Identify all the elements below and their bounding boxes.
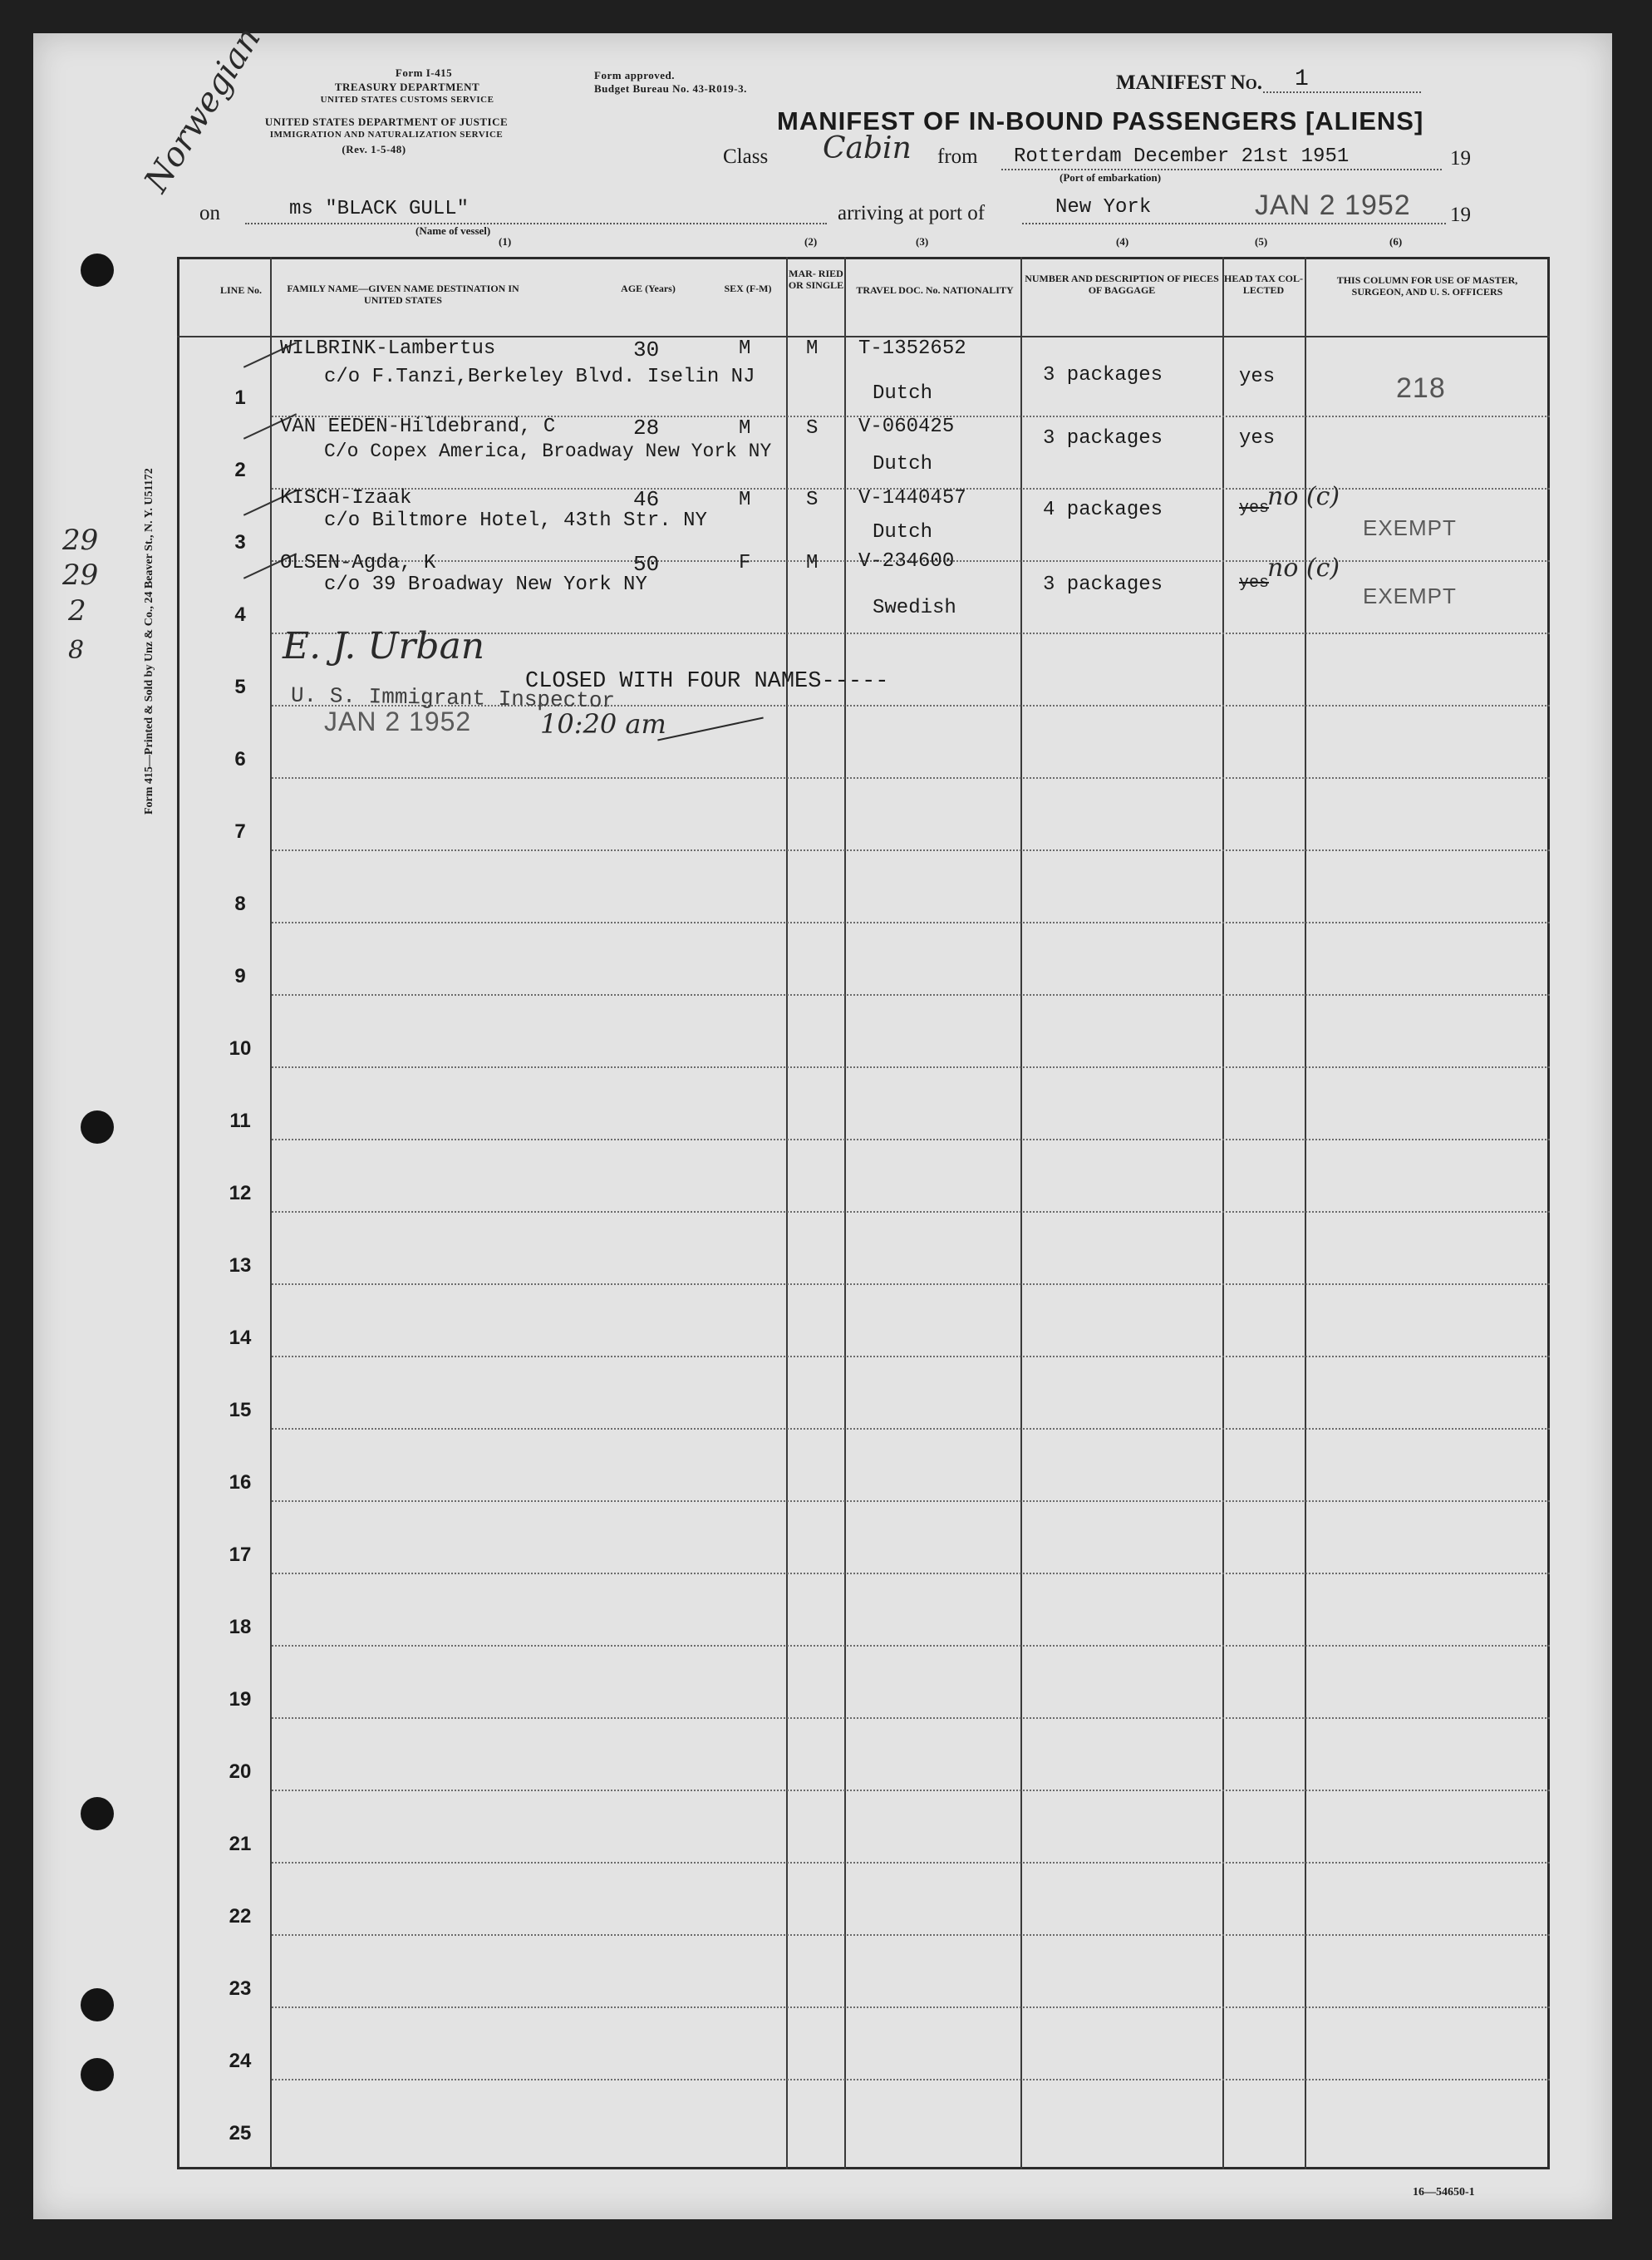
margin-number: 8 [68,636,85,665]
line-number: 22 [229,1905,252,1928]
line-number: 10 [229,1037,252,1060]
punch-hole [81,1110,114,1144]
closed-text: CLOSED WITH FOUR NAMES----- [525,669,889,694]
passenger-sex: F [739,552,751,574]
row-line [272,1066,1550,1068]
exempt-stamp: EXEMPT [1363,583,1457,608]
col-header-baggage: NUMBER AND DESCRIPTION OF PIECES OF BAGGAGE [1025,273,1219,296]
line-number: 5 [234,676,246,698]
passenger-married: M [806,337,819,360]
line-number: 24 [229,2050,252,2072]
passenger-baggage: 4 packages [1043,499,1163,521]
col-num-1: (1) [499,235,512,248]
line-number: 6 [234,748,246,771]
passenger-doc: V-060425 [858,416,955,438]
embarkation-caption: (Port of embarkation) [1060,171,1162,184]
closing-time: 10:20 am [540,708,666,740]
vessel-name: ms "BLACK GULL" [289,198,470,220]
passenger-married: M [806,552,819,574]
line-number: 2 [234,459,246,481]
passenger-sex: M [739,417,751,440]
line-number: 1 [234,387,246,409]
passenger-nationality: Dutch [873,382,933,405]
arrival-port: New York [1055,196,1152,219]
row-line [272,777,1550,779]
line-number: 25 [229,2122,252,2144]
inspector-signature: E. J. Urban [283,625,485,667]
passenger-age: 46 [633,487,660,512]
col-divider-name [786,257,788,2169]
revision: (Rev. 1-5-48) [342,143,406,155]
passenger-doc: V-1440457 [858,487,966,510]
col-header-line: LINE No. [219,284,262,296]
passenger-tax-struck: yes [1239,574,1270,593]
row-line [272,1717,1550,1719]
passenger-baggage: 3 packages [1043,427,1163,450]
line-number: 7 [234,820,246,843]
line-number: 21 [229,1833,252,1855]
col-header-officers: THIS COLUMN FOR USE OF MASTER, SURGEON, AND U. S. OFFICERS [1336,274,1518,298]
passenger-nationality: Swedish [873,597,956,619]
passenger-destination: c/o F.Tanzi,Berkeley Blvd. Iselin NJ [324,366,755,388]
nationality-note: Norwegian [137,20,268,199]
col-header-age: AGE (Years) [621,283,676,294]
manifest-number-label: MANIFEST No. [1116,71,1263,94]
passenger-destination: C/o Copex America, Broadway New York NY [324,441,772,462]
row-line [272,1211,1550,1213]
from-label: from [937,145,978,168]
col-num-6: (6) [1389,235,1403,248]
row-line [272,1356,1550,1357]
closing-date-stamp: JAN 2 1952 [324,707,472,736]
passenger-married: S [806,489,819,511]
col-header-travel: TRAVEL DOC. No. NATIONALITY [856,284,1014,296]
passenger-married: S [806,417,819,440]
line-number: 9 [234,965,246,987]
passenger-tax-handwritten: no (c) [1267,554,1340,583]
passenger-name: KISCH-Izaak [280,487,412,510]
manifest-number-line [1263,91,1421,93]
line-number: 12 [229,1182,252,1204]
line-number: 15 [229,1399,252,1421]
passenger-sex: M [739,489,751,511]
class-value: Cabin [823,131,912,165]
row-line [272,1283,1550,1285]
from-line [1001,169,1442,170]
passenger-age: 30 [633,337,660,362]
line-number: 13 [229,1254,252,1277]
manifest-number: 1 [1295,66,1309,92]
manifest-table [177,257,1550,2169]
officer-stamp: 218 [1396,372,1446,404]
col-num-4: (4) [1116,235,1129,248]
passenger-doc: T-1352652 [858,337,966,360]
line-number: 18 [229,1616,252,1638]
col-header-married: MAR- RIED OR SINGLE [788,268,844,291]
col-header-headtax: HEAD TAX COL- LECTED [1224,273,1303,296]
passenger-destination: c/o Biltmore Hotel, 43th Str. NY [324,510,707,532]
line-number: 17 [229,1544,252,1566]
margin-number: 29 [62,524,99,557]
row-line [272,1934,1550,1936]
line-number: 8 [234,893,246,915]
passenger-tax-handwritten: no (c) [1267,482,1340,511]
inspector-title: U. S. Immigrant Inspector [290,682,616,714]
punch-hole [81,1988,114,2021]
col-num-3: (3) [916,235,929,248]
passenger-age: 50 [633,552,660,577]
form-number: Form I-415 [395,66,453,79]
ins-service: IMMIGRATION AND NATURALIZATION SERVICE [269,130,504,140]
punch-hole [81,2058,114,2091]
port-line [1022,223,1446,224]
vessel-caption: (Name of vessel) [415,224,491,237]
arrival-date-stamp: JAN 2 1952 [1255,190,1411,221]
line-number: 23 [229,1977,252,2000]
justice-dept: UNITED STATES DEPARTMENT OF JUSTICE [264,116,509,128]
passenger-baggage: 3 packages [1043,364,1163,387]
col-divider-travel [1020,257,1022,2169]
year-suffix-2: 19 [1450,204,1471,226]
col-header-sex: SEX (F-M) [724,283,772,294]
row-line [272,1573,1550,1574]
col-header-name: FAMILY NAME—GIVEN NAME DESTINATION IN UNITED STATES [287,283,519,306]
passenger-name: VAN EEDEN-Hildebrand, C [280,416,556,438]
passenger-destination: c/o 39 Broadway New York NY [324,574,647,596]
passenger-sex: M [739,337,751,360]
line-number: 19 [229,1688,252,1711]
passenger-tax: yes [1239,427,1276,450]
col-divider-tax [1305,257,1306,2169]
row-line [272,1790,1550,1791]
customs-service: UNITED STATES CUSTOMS SERVICE [320,95,494,105]
col-num-5: (5) [1255,235,1268,248]
arriving-label: arriving at port of [838,202,986,224]
passenger-name: OLSEN-Agda, K [280,552,436,574]
row-line [272,1428,1550,1430]
line-number: 14 [229,1327,252,1349]
passenger-nationality: Dutch [873,453,933,475]
class-label: Class [723,145,769,168]
row-line [272,1645,1550,1647]
line-number: 3 [234,531,246,554]
row-line [272,2006,1550,2008]
col-num-2: (2) [804,235,818,248]
passenger-age: 28 [633,416,660,441]
punch-hole [81,254,114,287]
year-suffix: 19 [1450,147,1471,170]
row-line [272,2079,1550,2080]
passenger-doc: V-234600 [858,550,955,573]
embarkation-port: Rotterdam December 21st 1951 [1014,145,1350,168]
line-number: 4 [234,603,246,626]
punch-hole [81,1797,114,1830]
treasury-dept: TREASURY DEPARTMENT [334,81,480,93]
budget-bureau: Budget Bureau No. 43-R019-3. [594,82,747,95]
margin-number: 2 [68,594,86,628]
passenger-tax-struck: yes [1239,499,1270,518]
passenger-nationality: Dutch [873,521,933,544]
row-line [272,922,1550,923]
line-number: 11 [229,1110,251,1132]
vessel-line [245,223,827,224]
col-divider-baggage [1222,257,1224,2169]
margin-number: 29 [62,559,99,592]
col-divider-married [844,257,846,2169]
col-divider-line [270,257,272,2169]
printer-imprint: Form 415—Printed & Sold by Unz & Co., 24 Beaver St., N. Y. U51172 [143,468,155,815]
row-line [272,849,1550,851]
row-line [272,1862,1550,1864]
on-label: on [199,202,220,224]
form-approved: Form approved. [594,69,676,81]
passenger-name: WILBRINK-Lambertus [280,337,496,360]
footer-code: 16—54650-1 [1413,2186,1475,2198]
row-line [272,994,1550,996]
exempt-stamp: EXEMPT [1363,515,1457,540]
line-number: 16 [229,1471,252,1494]
row-line [272,1139,1550,1140]
line-number: 20 [229,1760,252,1783]
row-line [272,1500,1550,1502]
passenger-baggage: 3 packages [1043,574,1163,596]
passenger-tax: yes [1239,366,1276,388]
page-title: MANIFEST OF IN-BOUND PASSENGERS [ALIENS] [777,106,1424,135]
